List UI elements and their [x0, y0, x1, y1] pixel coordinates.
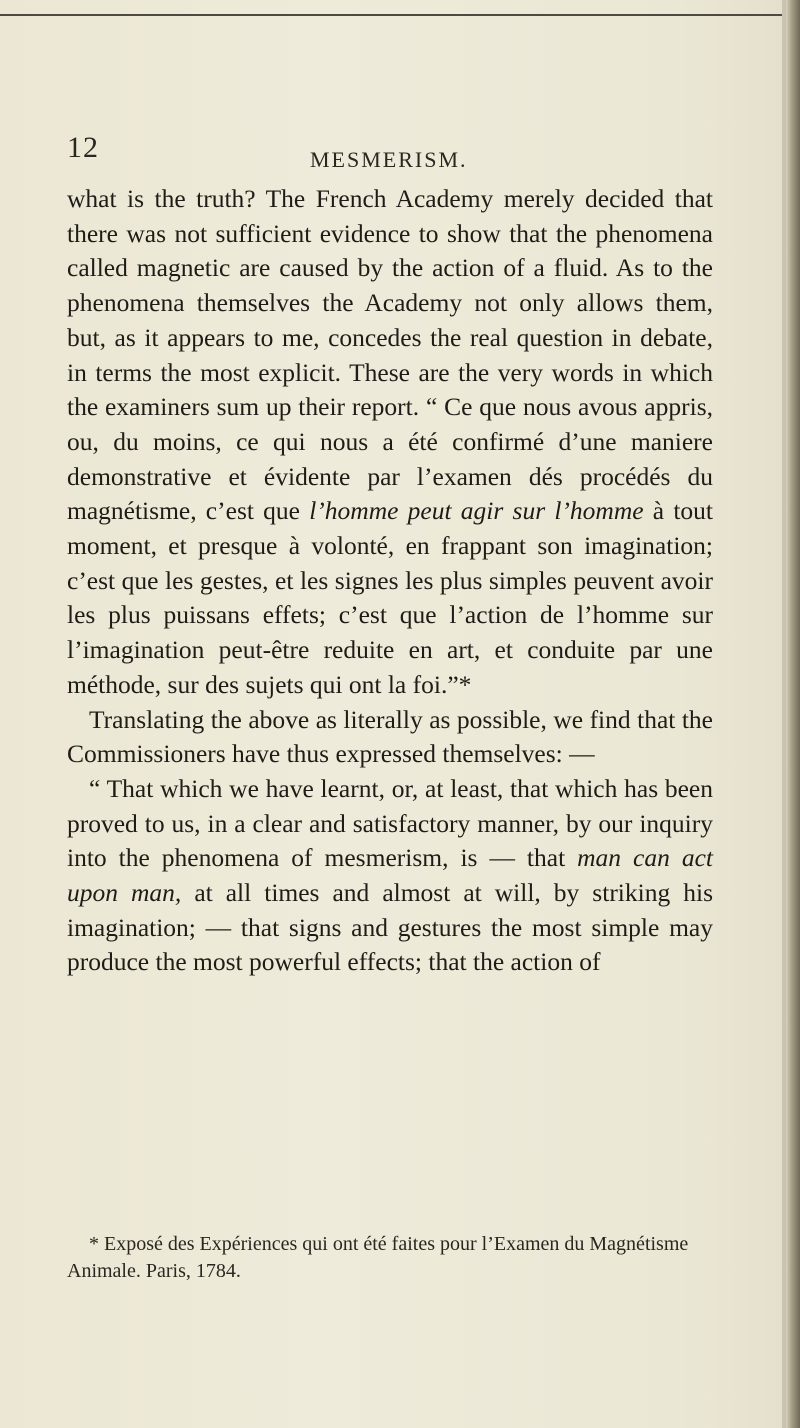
- top-edge-rule: [0, 14, 785, 16]
- page-number: 12: [67, 131, 99, 164]
- paragraph-3-end: at all times and almost at will, by striking his imagination; — that signs and gestures the most simple may produce the most powerful effects; that the action of: [67, 878, 714, 977]
- paragraph-1: [67, 182, 713, 703]
- footnote-marker: *: [89, 1233, 99, 1255]
- paragraph-3-start: “ That which we have learnt, or, at least, that which has been proved to us, in a clear and satisfactory manner, by our inquiry into the phenomena of mesmerism, is — that: [67, 773, 713, 873]
- paragraph-1-end: à tout moment, et presque à volonté, en frappant son imagination; c’est que les gestes, et les signes les plus simples peuvent avoir les plus puissans effets; c’est que l’action de l’homme sur l’imagination peut-être reduite en art, et conduite par une méthode, sur des sujets qui ont la foi.”*: [67, 496, 713, 699]
- paragraph-3-italic: man can act upon man,: [67, 843, 713, 908]
- paragraph-1-italic: l’homme peut agir sur l’homme: [309, 496, 644, 526]
- page-right-edge: [786, 0, 800, 1428]
- footnote-text: Exposé des Expériences qui ont été faites pour l’Examen du Magnétisme Animale. Paris, 1784.: [67, 1233, 689, 1282]
- paragraph-1-start: what is the truth? The French Academy merely decided that there was not sufficient evidence to show that the phenomena called magnetic are caused by the action of a fluid. As to the phenomena themselves the Academy not only allows them, but, as it appears to me, concedes the real question in debate, in terms the most explicit. These are the very words in which the examiners sum up their report. “ Ce que nous avous appris, ou, du moins, ce qui nous a été confirmé d’une maniere demonstrative et évidente par l’examen dés procédés du magnétisme, c’est que: [67, 184, 713, 526]
- running-head: MESMERISM.: [310, 147, 468, 172]
- paragraph-2: Translating the above as literally as possible, we find that the Commissioners have thus expressed themselves: —: [67, 704, 713, 769]
- body-text: [67, 182, 713, 980]
- paragraph-3: [67, 772, 713, 980]
- footnote: [67, 1231, 713, 1285]
